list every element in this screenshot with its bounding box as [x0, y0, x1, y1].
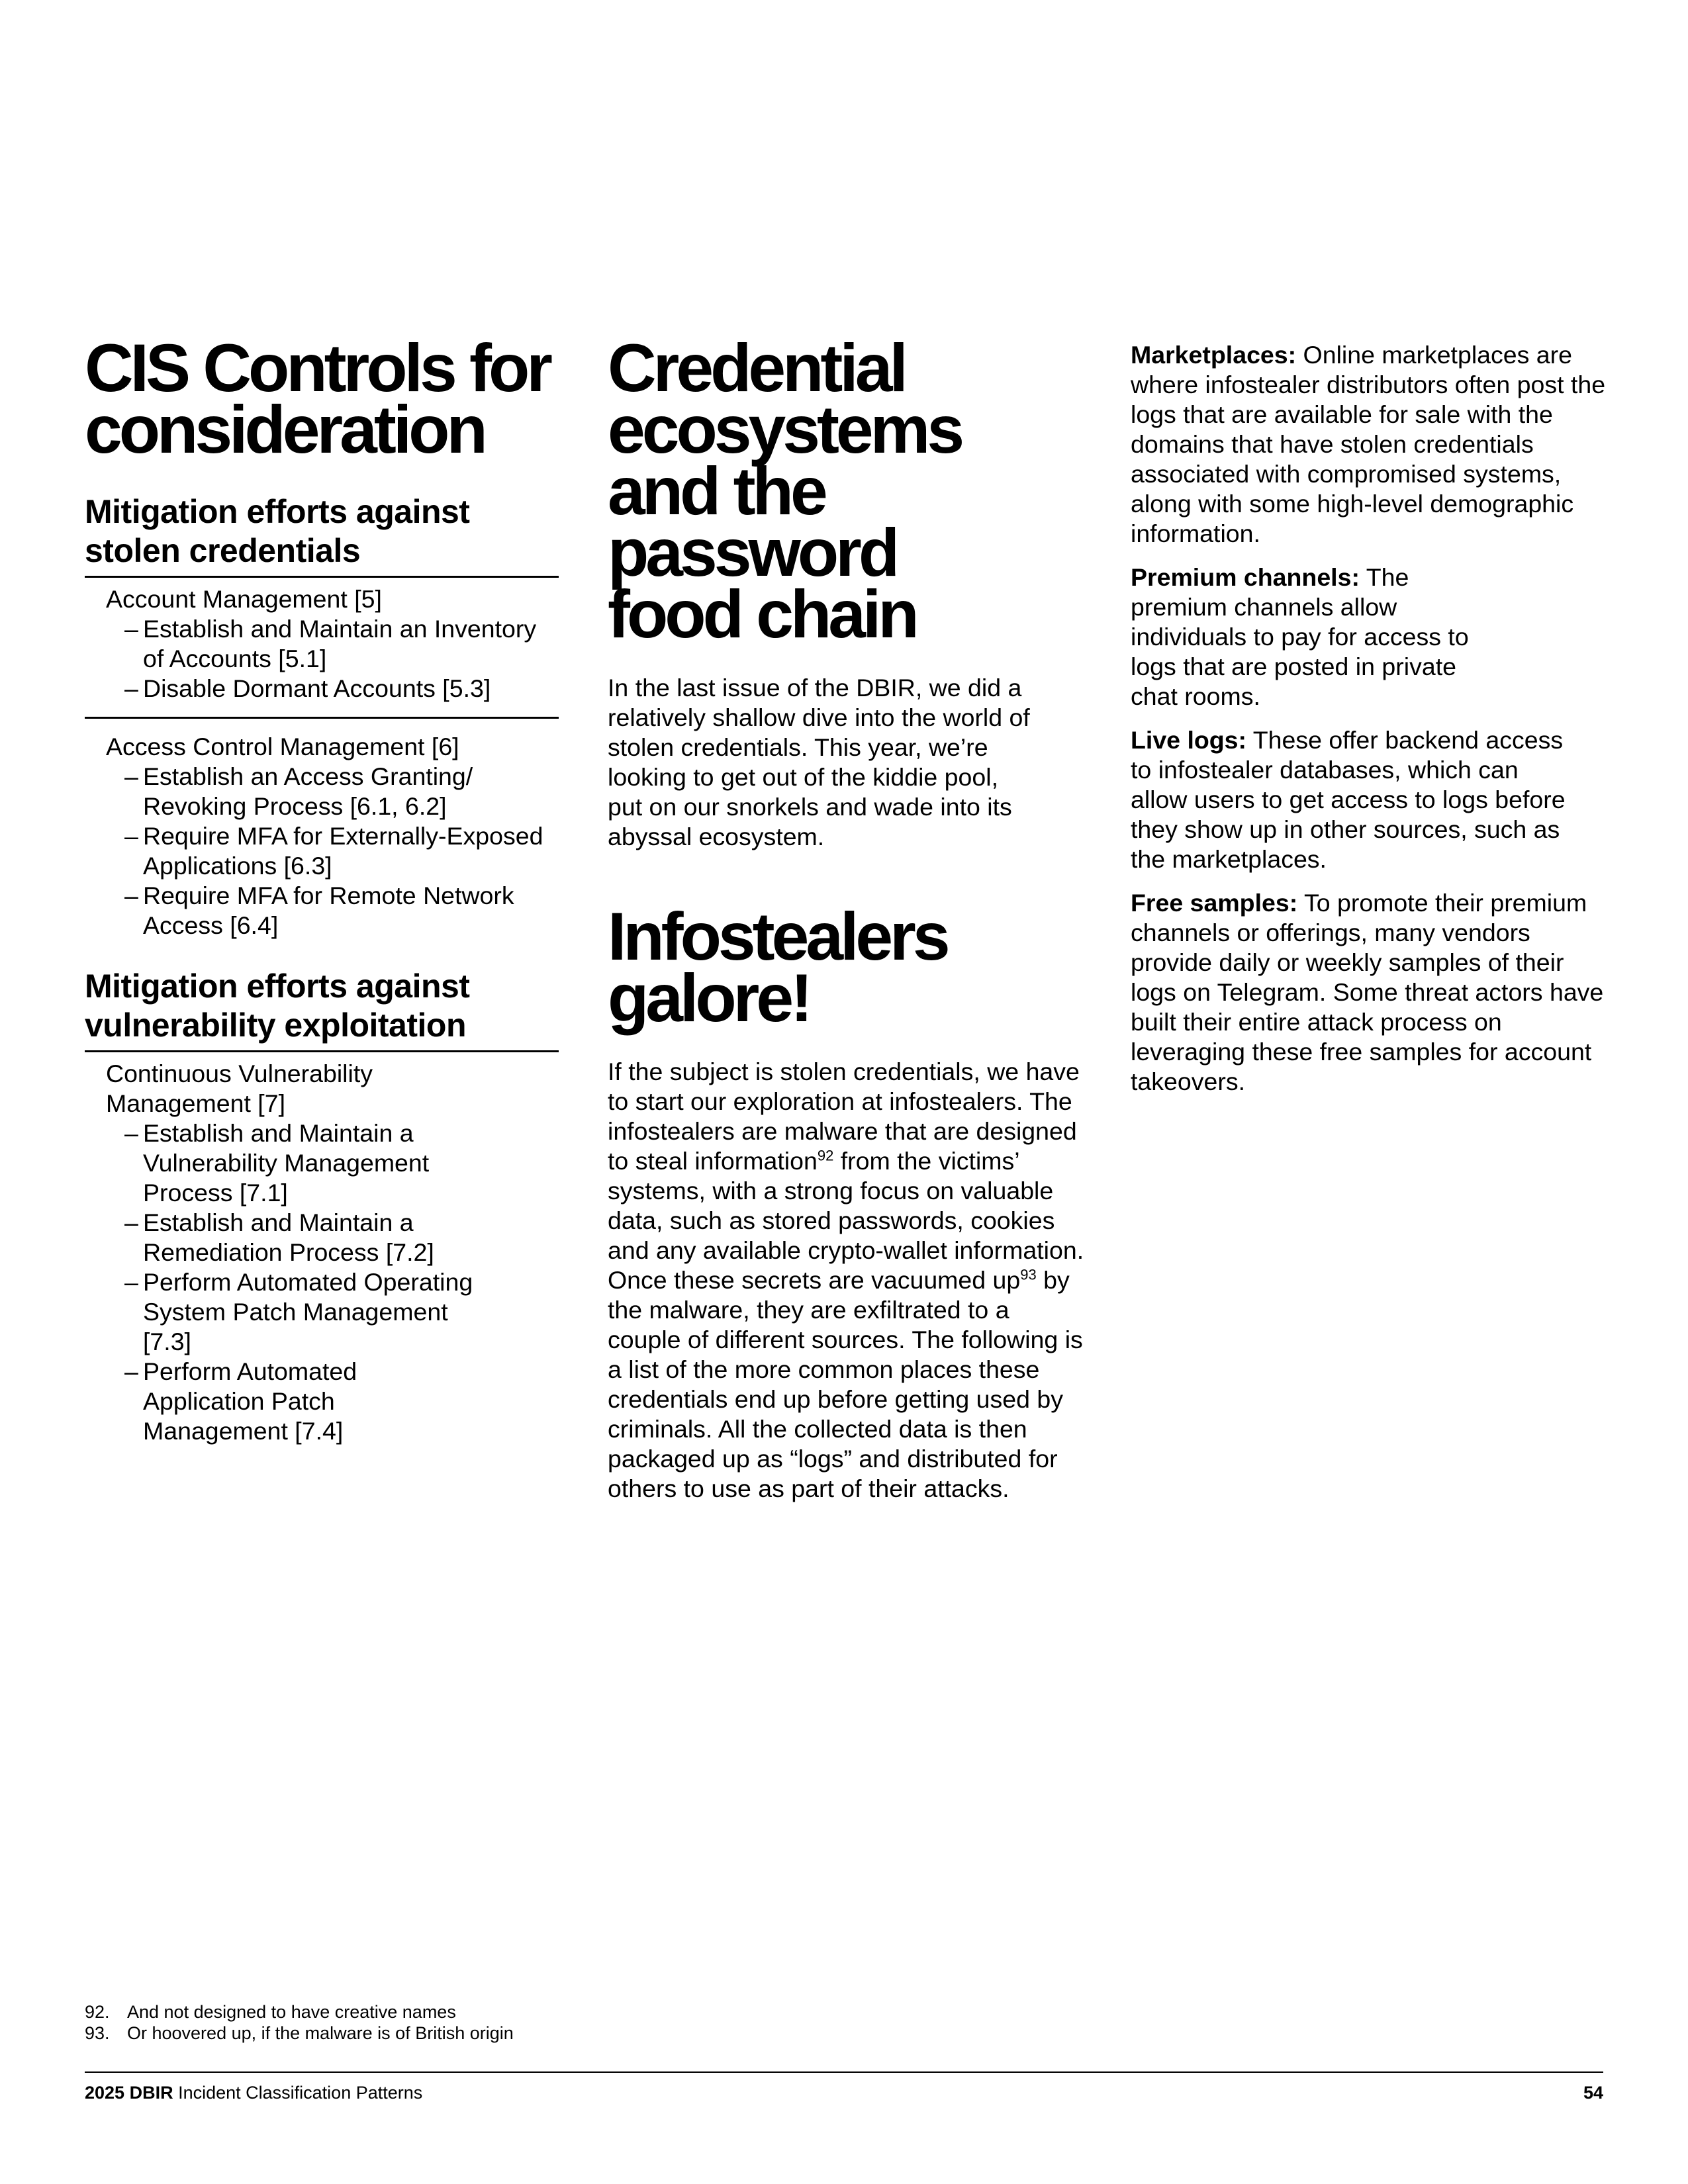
- page-number: 54: [1583, 2083, 1603, 2103]
- control-group-access-control: [85, 732, 559, 940]
- credential-ecosystems-column: [608, 330, 1084, 1504]
- intro-paragraph: In the last issue of the DBIR, we did a relatively shallow dive into the world of stolen credentials. This year, we’re looking to get out of the kiddie pool, put on our snorkels and wade into its abyssal ecosystem.: [608, 674, 1030, 850]
- log-destinations-column: [1131, 340, 1607, 1111]
- footnote-ref-93[interactable]: 93: [1020, 1266, 1037, 1283]
- footnote-92: 92. And not designed to have creative names: [85, 2002, 456, 2022]
- cis-controls-heading: CIS Controls for consideration: [85, 330, 549, 467]
- credential-ecosystems-heading: Credential ecosystems and the password food chain: [608, 330, 962, 652]
- cis-controls-column: [85, 330, 559, 1446]
- control-item: – Perform Automated Operating System Patch Management [7.3]: [124, 1268, 473, 1355]
- footer-report-title: 2025 DBIR Incident Classification Patterns: [85, 2083, 423, 2103]
- control-group-title: Access Control Management [6]: [106, 733, 459, 760]
- definition-live-logs: Live logs: These offer backend access to infostealer databases, which can allow users to get access to logs before they show up in other sources, such as the marketplaces.: [1131, 726, 1566, 873]
- mitigation-section-vulnerability: [85, 967, 559, 1446]
- divider: [85, 717, 559, 719]
- control-item: – Disable Dormant Accounts [5.3]: [124, 674, 491, 702]
- control-group-account-management: [85, 578, 559, 704]
- control-item: – Require MFA for Externally-Exposed Applications [6.3]: [124, 822, 543, 880]
- control-group-vulnerability-management: [85, 1052, 559, 1446]
- control-item: – Perform Automated Application Patch Management [7.4]: [124, 1357, 357, 1445]
- mitigation-heading-credentials: Mitigation efforts against stolen credentials: [85, 492, 559, 578]
- infostealers-heading: Infostealers galore!: [608, 899, 947, 1036]
- footnote-93: 93. Or hoovered up, if the malware is of British origin: [85, 2023, 514, 2043]
- footer-rule: [85, 2071, 1603, 2073]
- mitigation-section-credentials: [85, 492, 559, 940]
- definition-marketplaces: Marketplaces: Online marketplaces are where infostealer distributors often post the logs that are available for sale with the domains that have stolen credentials associated with compromised systems, along with some high-level demographic information.: [1131, 341, 1606, 547]
- page-footer: [85, 2082, 1603, 2103]
- definition-premium-channels: Premium channels: The premium channels allow individuals to pay for access to logs that are posted in private chat rooms.: [1131, 563, 1469, 710]
- control-item: – Establish and Maintain a Vulnerability Management Process [7.1]: [124, 1119, 430, 1206]
- footnote-ref-92[interactable]: 92: [817, 1147, 834, 1164]
- control-group-title: Continuous Vulnerability Management [7]: [106, 1060, 373, 1117]
- footnotes: [85, 2001, 747, 2044]
- control-group-title: Account Management [5]: [106, 585, 382, 613]
- control-item: – Establish and Maintain an Inventory of Accounts [5.1]: [124, 615, 537, 672]
- mitigation-heading-vulnerability: Mitigation efforts against vulnerability exploitation: [85, 967, 559, 1052]
- infostealers-paragraph: If the subject is stolen credentials, we have to start our exploration at infostealers. The infostealers are malware that are designed to steal information$^{92}$ from the victims’ systems, with a strong focus on valuable data, such as stored passwords, cookies and any available crypto-wallet information. Once these secrets are vacuumed $up^{93}$ by the malware, they are exfiltrated to a couple of different sources. The following is a list of the more common places these credentials end up before getting used by criminals. All the collected data is then packaged up as “logs” and distributed for others to use as part of their attacks.: [608, 1058, 1084, 1502]
- definition-free-samples: Free samples: To promote their premium channels or offerings, many vendors provide daily or weekly samples of their logs on Telegram. Some threat actors have built their entire attack process on leveraging these free samples for account takeovers.: [1131, 889, 1604, 1095]
- control-item: – Establish an Access Granting/ Revoking Process [6.1, 6.2]: [124, 762, 473, 820]
- control-item: – Require MFA for Remote Network Access [6.4]: [124, 882, 514, 939]
- control-item: – Establish and Maintain a Remediation Process [7.2]: [124, 1208, 434, 1266]
